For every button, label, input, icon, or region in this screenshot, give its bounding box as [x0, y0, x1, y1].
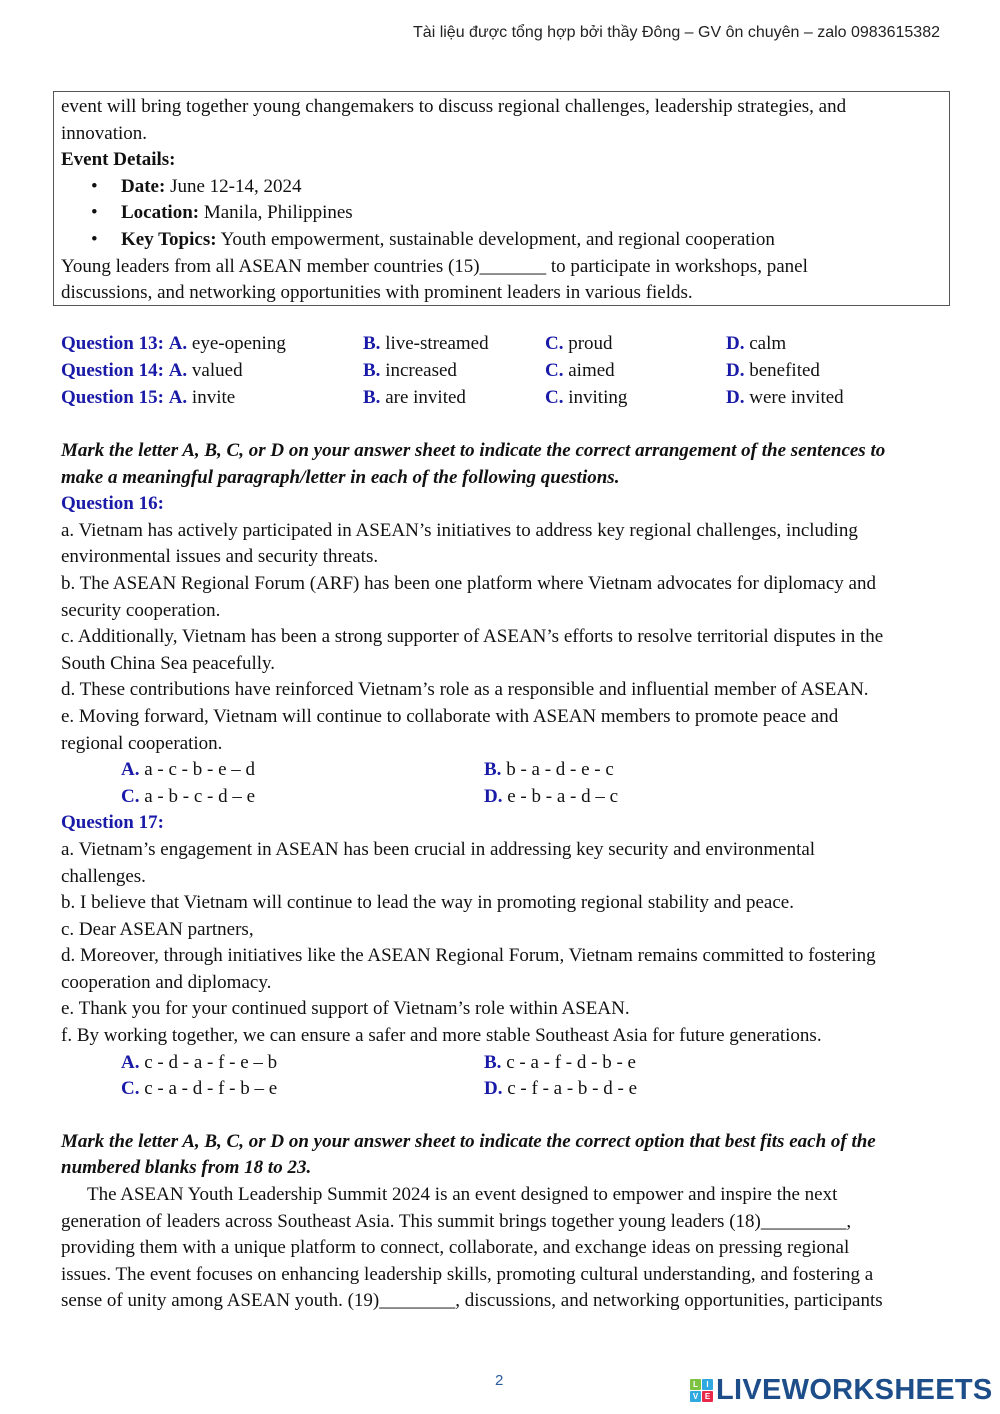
question-17-option-b[interactable]: B. c - a - f - d - b - e: [484, 1051, 636, 1073]
q17-sentence: c. Dear ASEAN partners,: [61, 918, 254, 940]
q17-sentence: f. By working together, we can ensure a safer and more stable Southeast Asia for future generations.: [61, 1025, 822, 1047]
question-15-option-a[interactable]: Question 15: A. invite: [61, 387, 236, 408]
question-15-option-c[interactable]: C. inviting: [545, 387, 628, 408]
question-15-row: [61, 387, 941, 414]
event-details-list: [61, 174, 942, 254]
event-details-box: [53, 91, 950, 306]
question-14-option-c[interactable]: C. aimed: [545, 360, 615, 381]
event-intro-line: innovation.: [61, 122, 148, 144]
logo-text: LIVEWORKSHEETS: [716, 1374, 993, 1406]
q16-sentence: b. The ASEAN Regional Forum (ARF) has been one platform where Vietnam advocates for diplomacy and: [61, 572, 876, 594]
question-15-option-b[interactable]: B. are invited: [363, 387, 466, 408]
cloze-passage-line: issues. The event focuses on enhancing leadership skills, promoting cultural understanding, and fostering a: [61, 1263, 874, 1285]
question-17-label: Question 17:: [61, 812, 164, 834]
question-13-option-a[interactable]: Question 13: A. eye-opening: [61, 333, 286, 354]
event-closing-line: Young leaders from all ASEAN member countries (15)_______ to participate in workshops, panel: [61, 255, 808, 277]
cloze-passage-line: sense of unity among ASEAN youth. (19)________, discussions, and networking opportunities, participants: [61, 1290, 883, 1312]
cloze-passage-line: The ASEAN Youth Leadership Summit 2024 is an event designed to empower and inspire the next: [87, 1184, 838, 1206]
page-header: Tài liệu được tổng hợp bởi thầy Đông – GV ôn chuyên – zalo 0983615382: [413, 24, 940, 41]
q16-sentence: South China Sea peacefully.: [61, 652, 276, 674]
liveworksheets-logo: [690, 1374, 993, 1407]
question-17-option-d[interactable]: D. c - f - a - b - d - e: [484, 1078, 637, 1100]
q16-sentence: environmental issues and security threats.: [61, 546, 379, 568]
question-16-option-c[interactable]: C. a - b - c - d – e: [121, 785, 256, 807]
arrangement-instruction: Mark the letter A, B, C, or D on your answer sheet to indicate the correct arrangement of the sentences to make a meaningful paragraph/letter in each of the following questions.: [61, 440, 886, 488]
page-number: 2: [495, 1372, 504, 1389]
detail-location: • Location: Manila, Philippines: [121, 200, 942, 227]
q17-sentence: d. Moreover, through initiatives like the ASEAN Regional Forum, Vietnam remains committed to fostering: [61, 945, 876, 967]
question-13-option-b[interactable]: B. live-streamed: [363, 333, 489, 354]
question-17-option-a[interactable]: A. c - d - a - f - e – b: [121, 1051, 278, 1073]
question-13-row: [61, 333, 941, 360]
question-14-option-b[interactable]: B. increased: [363, 360, 457, 381]
q16-sentence: d. These contributions have reinforced Vietnam’s role as a responsible and influential member of ASEAN.: [61, 679, 869, 701]
q16-sentence: security cooperation.: [61, 599, 221, 621]
q16-sentence: regional cooperation.: [61, 732, 223, 754]
q17-sentence: cooperation and diplomacy.: [61, 971, 272, 993]
question-13-option-d[interactable]: D. calm: [726, 333, 787, 354]
question-16-option-d[interactable]: D. e - b - a - d – c: [484, 785, 619, 807]
event-details-heading: Event Details:: [61, 149, 176, 171]
main-content: [61, 438, 951, 1315]
q17-sentence: challenges.: [61, 865, 146, 887]
question-17-option-c[interactable]: C. c - a - d - f - b – e: [121, 1078, 278, 1100]
question-17-options: [61, 1050, 951, 1103]
logo-tiles-icon: L I V E: [690, 1379, 713, 1402]
cloze-passage-line: generation of leaders across Southeast Asia. This summit brings together young leaders (18)_________,: [61, 1210, 852, 1232]
event-intro-line: event will bring together young changemakers to discuss regional challenges, leadership strategies, and: [61, 96, 847, 117]
q17-sentence: a. Vietnam’s engagement in ASEAN has been crucial in addressing key security and environmental: [61, 838, 816, 860]
question-14-option-d[interactable]: D. benefited: [726, 360, 820, 381]
q16-sentence: a. Vietnam has actively participated in ASEAN’s initiatives to address key regional challenges, including: [61, 519, 858, 541]
q16-sentence: e. Moving forward, Vietnam will continue to collaborate with ASEAN members to promote peace and: [61, 705, 839, 727]
cloze-instruction: Mark the letter A, B, C, or D on your answer sheet to indicate the correct option that best fits each of the numbered blanks from 18 to 23.: [61, 1130, 876, 1179]
question-14-option-a[interactable]: Question 14: A. valued: [61, 360, 243, 381]
question-15-option-d[interactable]: D. were invited: [726, 387, 844, 408]
q16-sentence: c. Additionally, Vietnam has been a strong supporter of ASEAN’s efforts to resolve territorial disputes in the: [61, 626, 884, 648]
question-14-row: [61, 360, 941, 387]
question-16-option-a[interactable]: A. a - c - b - e – d: [121, 759, 256, 781]
question-16-label: Question 16:: [61, 493, 164, 515]
question-16-option-b[interactable]: B. b - a - d - e - c: [484, 759, 614, 781]
cloze-passage-line: providing them with a unique platform to connect, collaborate, and exchange ideas on pressing regional: [61, 1237, 850, 1259]
q17-sentence: b. I believe that Vietnam will continue to lead the way in promoting regional stability and peace.: [61, 892, 794, 914]
question-13-option-c[interactable]: C. proud: [545, 333, 613, 354]
question-16-options: [61, 757, 951, 810]
event-closing-line: discussions, and networking opportunities with prominent leaders in various fields.: [61, 282, 693, 304]
detail-key-topics: • Key Topics: Youth empowerment, sustainable development, and regional cooperation: [121, 227, 942, 254]
detail-date: • Date: June 12-14, 2024: [121, 174, 942, 201]
q17-sentence: e. Thank you for your continued support of Vietnam’s role within ASEAN.: [61, 998, 630, 1020]
